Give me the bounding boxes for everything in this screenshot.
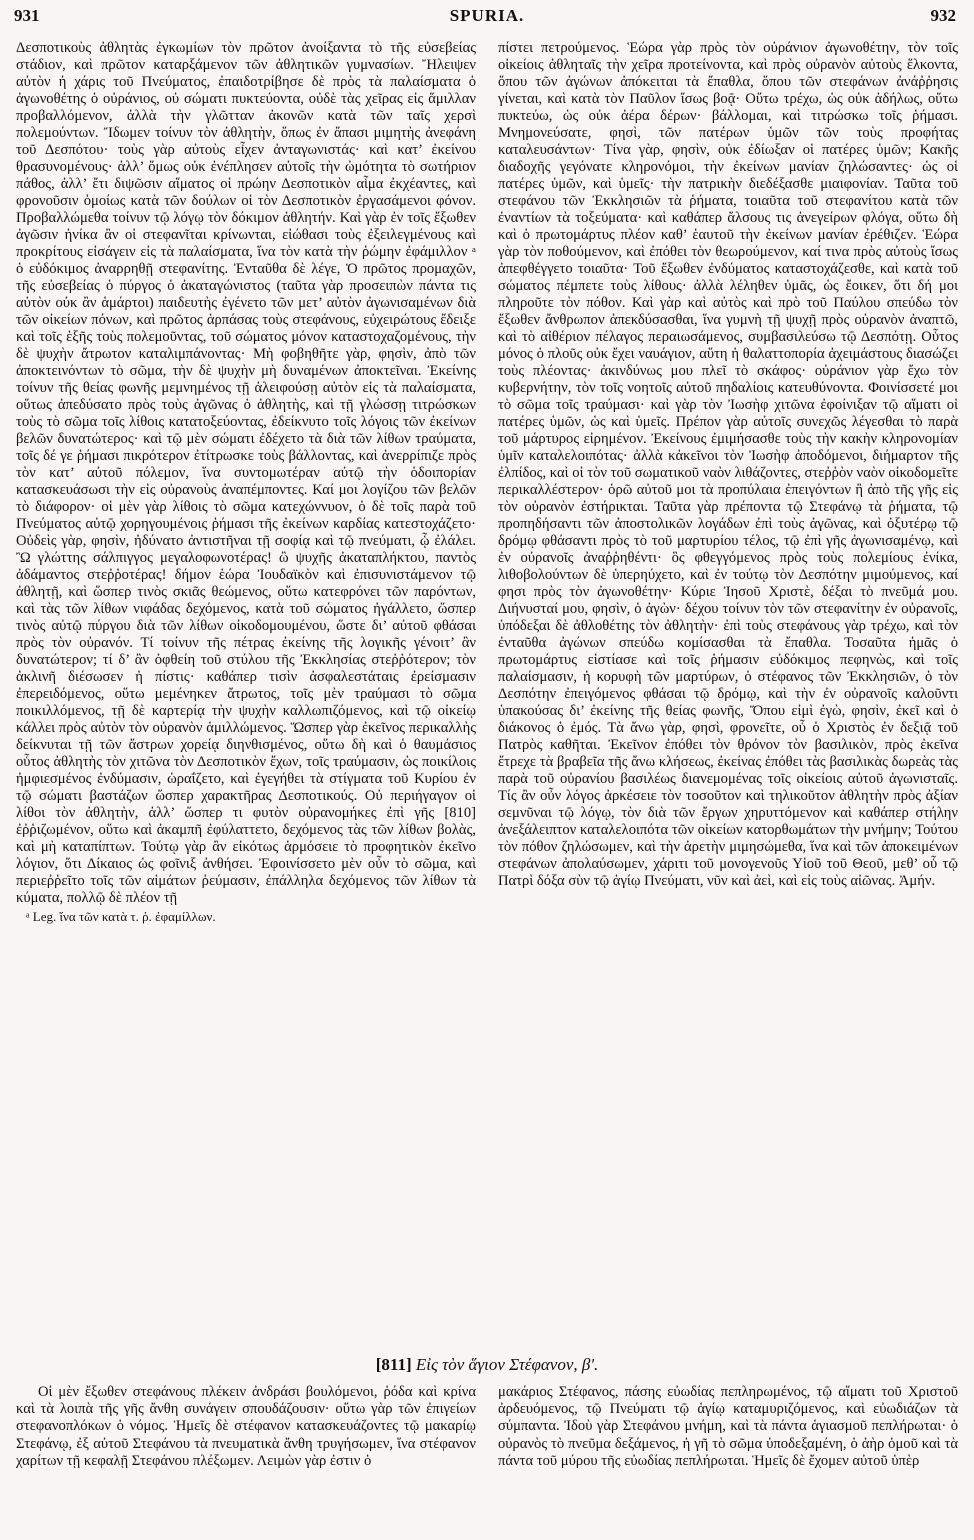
left-column-text: Δεσποτικοὺς ἀθλητὰς ἐγκωμίων τὸν πρῶτον ἀνοίξαντα τὸ τῆς εὐσεβείας στάδιον, καὶ πρῶτον καταρξάμενον τῶν ἀθλητικῶν γυμνασίων. Ἤλειψεν αὐτὸν ἡ χάρις τοῦ Πνεύματος, ἐπαιδοτρίβησε δὲ πρὸς τὰ παλαίσματα ὁ ἀγωνοθέτης ὁ οὐράνιος, οὐ σώματι πυκτεύοντα, οὐδὲ τὰς χεῖρας εἰς ἅμιλλαν προβαλλόμενον, ἀλλὰ τὴν γλῶτταν ἀκονῶν κατὰ τῶν ταῖς χερσὶ πολεμούντων. Ἴδωμεν τοίνυν τὸν ἀθλητὴν, ὅπως ἐν ἅπασι μιμητὴς ἀνεφάνη τοῦ Δεσπότου· τοὺς γὰρ αὐτοὺς εἶχεν ἀνταγωνιστάς· καὶ κατ’ ἐκείνου θρασυνομένους· ἀλλ’ ὅμως οὐκ ἐνέπλησεν αὐτοῖς τὴν ὠμότητα τὸ σωτήριον πάθος, ἀλλ’ ἔτι διψῶσιν αἵματος οἱ πρώην Δεσποτικὸν αἷμα ἐκχέαντες, καὶ φρονοῦσιν ὁμοίως κατὰ τῶν δούλων οἱ τὸν Δεσποτικὸν ἐργασάμενοι φόνον. Προβαλλώμεθα τοίνυν τῷ λόγῳ τὸν δόκιμον ἀθλητήν. Καὶ γὰρ ἐν τοῖς ἔξωθεν ἀγῶσιν ἡνίκα ἂν οἱ στεφανῖται κρίνωνται, εἰώθασι τοὺς ἐξειλεγμένους καὶ προκρίτους εἰσάγειν εἰς τὰ παλαίσματα, ἵνα τὸν κατὰ τὴν ῥώμην ἐφάμιλλον ᵃ ὁ εὐδόκιμος ἀναρρηθῇ στεφανίτης. Ἐνταῦθα δὲ λέγε, Ὁ πρῶτος προμαχῶν, τῆς εὐσεβείας ὁ πύργος ὁ ἀκαταγώνιστος (ταῦτα γὰρ προσειπὼν πάντα τις αὐτὸν οὐκ ἂν ἁμάρτοι) παιδευτὴς ἐγένετο τῶν μετ’ αὐτὸν ἀγωνισαμένων διὰ τῶν οἰκείων πόνων, καὶ πρῶτος ἁρπάσας τοὺς στεφάνους, εὐχειρώτους ἔδειξε καὶ τοῖς ἑξῆς τοὺς πολεμοῦντας, τοῦ σώματος μόνον καταστοχαζομένους, τὴν δὲ ψυχὴν ἄτρωτον καταλιμπάνοντας· Μὴ φοβηθῆτε γὰρ, φησὶν, ἀπὸ τῶν ἀποκτεινόντων τὸ σῶμα, τὴν δὲ ψυχὴν μὴ δυναμένων ἀποκτεῖναι. Ἐκείνης τοίνυν τῆς θείας φωνῆς μεμνημένος τῇ ἀλειφούσῃ αὐτὸν εἰς τὰ παλαίσματα, οὕτως ἀπεδύσατο πρὸς τοὺς ἀγῶνας ὁ ἀθλητὴς, καὶ τῇ γλώσσῃ τιτρώσκων τοὺς τὸ σῶμα τοῖς λίθοις κατατοξεύοντας, ἐδείκνυτο τοῖς λόγοις τῶν ἐκείνων βελῶν δυνατώτερος· καὶ τῷ μὲν σώματι ἐδέχετο τὰ διὰ τῶν λίθων τραύματα, τοῖς δέ γε ῥήμασι πικρότερον ἐτίτρωσκε τοὺς βάλλοντας, καὶ ἀνερρίπιζε πρὸς τὸν κατ’ αὐτοῦ πόλεμον, ἵνα συντομωτέραν αὐτῷ τὴν ὁδοιπορίαν κατασκευάσωσι τὴν εἰς οὐρανοὺς ἀναπέμποντες. Καί μοι λογίζου τῶν βελῶν τὸ διάφορον· οἱ μὲν γὰρ λίθοις τὸ σῶμα κατεχώννυον, ὁ δὲ τοῖς παρὰ τοῦ Πνεύματος αὐτῷ χορηγουμένοις ῥήμασι τῆς ἐκείνων καρδίας κατεστοχάζετο· Οὐδεὶς γὰρ, φησὶν, ἠδύνατο ἀντιστῆναι τῇ σοφίᾳ καὶ τῷ πνεύματι, ᾧ ἐλάλει. Ὢ γλώττης σάλπιγγος μεγαλοφωνοτέρας! ὢ ψυχῆς ἀκαταπλήκτου, παντὸς ἀδάμαντος στεῤῥοτέρας! δήμον ἑώρα Ἰουδαϊκὸν καὶ ἐπισυνιστάμενον τῷ ἀθλητῇ, καὶ ὥσπερ τινὸς σκιᾶς θεώμενος, οὕτω κατεφρόνει τῶν παρόντων, καὶ τὰς τῶν λίθων νιφάδας δεχόμενος, κατὰ τοῦ σώματος ἠγάλλετο, ὥσπερ τινὸς αὐτῷ πύργου διὰ τῶν λίθων οἰκοδομουμένου, ὥστε δι’ αὐτοῦ φθάσαι πρὸς τὸν οὐρανόν. Τί τοίνυν τῆς πέτρας ἐκείνης τῆς λογικῆς γένοιτ’ ἂν δυνατώτερον; τί δ’ ἂν ὀφθείη τοῦ στύλου τῆς Ἐκκλησίας στεῤῥότερον; τὸν ἀκλινῆ διέσωσεν ἡ πίστις· καθάπερ τισὶν ἀσφαλεστάταις ἐρείσμασιν ἐπερειδόμενος, οὕτω μεμένηκεν ἄτρωτος, τοῖς μὲν τραύμασι τὸ σῶμα ποικιλλόμενος, τῇ δὲ καρτερίᾳ τὴν ψυχὴν καλλωπιζόμενος, καὶ τῷ οἰκείῳ κάλλει πρὸς αὐτὸν τὸν οὐρανὸν ἁμιλλώμενος. Ὥσπερ γὰρ ἐκεῖνος περικαλλὴς δείκνυται τῇ τῶν ἄστρων χορείᾳ διηνθισμένος, οὕτω δὴ καὶ ὁ θαυμάσιος οὗτος ἀθλητὴς τὸν χιτῶνα τὸν Δεσποτικὸν ἔχων, τοῖς τραύμασιν, ὡς ποικίλοις ἠμφιεσμένος ἐνδύμασιν, ὡραΐζετο, καὶ ἐγεγήθει τὰ στίγματα τοῦ Κυρίου ἐν τῷ σώματι βαστάζων ὥσπερ χαρακτῆρας Δεσποτικούς. Οὐ περιήγαγον οἱ λίθοι τὸν ἀθλητὴν, ἀλλ’ ὥσπερ τι φυτὸν οὐρανομήκες ἐπὶ γῆς [810] ἐῤῥιζωμένον, οὕτω καὶ ἀκαμπῆ ἐφύλαττετο, δεχόμενος τὰς τῶν λίθων βολὰς, καὶ μὴ καταπίπτων. Τούτῳ γὰρ ἂν εἰκότως ἁρμόσειε τὸ προφητικὸν ἐκεῖνο λόγιον, ὅτι Δίκαιος ὡς φοῖνιξ ἀνθήσει. Ἐφοινίσσετο μὲν οὖν τὸ σῶμα, καὶ περιεῤῥεῖτο τοῖς τῶν αἱμάτων ῥεύμασιν, ἐπάλληλα δεχόμενος τῶν λίθων τὰ κύματα, πολλῷ δὲ πλέον τῇ [16,40,476,906]
running-title: SPURIA. [449,6,525,25]
page-number-right: 932 [930,6,956,25]
footnote: ᵃ Leg. ἵνα τῶν κατὰ τ. ῥ. ἐφαμίλλων. [26,909,216,924]
bottom-left-column: Οἱ μὲν ἔξωθεν στεφάνους πλέκειν ἀνδράσι βουλόμενοι, ῥόδα καὶ κρίνα καὶ τὰ λοιπὰ τῆς γῆς ἄνθη συνάγειν σπουδάζουσιν· οὕτω γὰρ τῶν ἐπιγείων στεφανοπλόκων ὁ νόμος. Ἡμεῖς δὲ στέφανον κατασκευάζοντες τῷ μακαρίῳ Στεφάνῳ, ἐξ αὐτοῦ Στεφάνου τὰ πνευματικὰ ἄνθη τρυγήσωμεν, ἵνα στέφανον χαρίτων τῇ κεφαλῇ Στεφάνου πλέξωμεν. Λειμὼν γὰρ ἐστιν ὁ [16,1384,476,1469]
section-title: Εἰς τὸν ἅγιον Στέφανον, β'. [415,1355,599,1374]
right-column-text: πίστει πετρούμενος. Ἑώρα γὰρ πρὸς τὸν οὐράνιον ἀγωνοθέτην, τὸν τοῖς οἰκείοις ἀθληταῖς τὴν χεῖρα προτείνοντα, καὶ πρὸς οὐρανὸν αὐτοὺς ἕλκοντα, ὅπου τῶν ἀγώνων ἀπόκειται τὰ ἔπαθλα, ὅπου τῶν στεφάνων ἀνάῤῥησις γίνεται, καὶ κατὰ τὸν Παῦλον ἴσως βοᾷ· Οὕτω τρέχω, ὡς οὐκ ἀδήλως, οὕτω πυκτεύω, ὡς οὐκ ἀέρα δέρων· βάλλομαι, καὶ τιτρώσκω τοῖς ῥήμασι. Μνημονεύσατε, φησὶ, τῶν πατέρων ὑμῶν τῶν τοὺς προφήτας καταλευσάντων· Τίνα γὰρ, φησὶν, οὐκ ἐδίωξαν οἱ πατέρες ὑμῶν; Κακῆς διαδοχῆς γεγόνατε κληρονόμοι, τὴν ἐκείνων μανίαν ζηλώσαντες· ὡς οἱ πατέρες ὑμῶν, καὶ ὑμεῖς· τὴν πατρικὴν διεδέξασθε μιαιφονίαν. Ταῦτα τοῦ στεφάνου τῶν Ἐκκλησιῶν τὰ ῥήματα, τοιαῦτα τοῦ στεφανίτου κατὰ τῶν ἐναντίων τὰ τοξεύματα· καὶ καθάπερ ἄλσους τις ἀνεγείρων φλόγα, οὕτω δὴ καὶ ὁ πρωτομάρτυς πλέον καθ’ ἑαυτοῦ τὴν ἐκείνων μανίαν ἐρέθιζεν. Ἑώρα γὰρ τὸν ποθούμενον, καὶ ἐπόθει τὸν θεωρούμενον, καί τινα πρὸς αὐτοὺς ἴσως ἀπεφθέγγετο τοιαῦτα· Τοῦ ἔξωθεν ἐνδύματος καταστοχάζεσθε, καὶ κατὰ τοῦ σώματος πέμπετε τοὺς λίθους· ἀλλὰ λέληθεν ὑμᾶς, ὡς ἔοικεν, ὅτι δή μοι πληροῦτε τὸν πόθον. Καὶ γὰρ καὶ αὐτὸς καὶ πρὸ τοῦ Παύλου σπεύδω τὸν ἔξωθεν ἄνθρωπον ἀπεκδύσασθαι, ἵνα γυμνὴ τῇ ψυχῇ πρὸς οὐρανὸν ἀναπτῶ, καὶ τὸ αἰθέριον πέλαγος περαιωσάμενος, συμβασιλεύσω τῷ Δεσπότῃ. Οὗτος μόνος ὁ πλοῦς οὐκ ἔχει ναυάγιον, αὕτη ἡ θαλαττοπορία ἀχειμάστους διασώζει τοὺς πλέοντας· ἀκινδύνως μου πλεῖ τὸ σκάφος· οὐράνιον γὰρ ἔχω τὸν κυβερνήτην, τὸν τοῖς νοητοῖς αὐτοῦ πηδαλίοις κατευθύνοντα. Φοινίσσετέ μοι τὸ σῶμα τοῖς τραύμασι· καὶ γὰρ τὸν Ἰωσὴφ χιτῶνα ἐφοίνιξαν τῷ αἵματι οἱ πατέρες ὑμῶν, ὡς καὶ ὑμεῖς. Πρέπον γὰρ αὐτοῖς συνεχῶς λέγεσθαι τὸ παρὰ τοῦ μάρτυρος εἰρημένον. Ἐκείνους ἐμιμήσασθε τοὺς τὴν κακὴν κληρονομίαν ὑμῖν καταλελοιπότας· ἀλλὰ κἀκεῖνοι τὸν Ἰωσὴφ ἀποδόμενοι, διήμαρτον τῆς ἐλπίδος, καὶ οἱ τὸν τοῦ σωματικοῦ ναὸν λιθάζοντες, στεῤῥὸν ναὸν οἰκοδομεῖτε περικαλλέστερον· ὁρῶ αὐτοῦ μοι τὰ προπύλαια ἐπειγόντων ἢ ἀπὸ τῆς γῆς εἰς τὸν οὐρανὸν ἐστήρικται. Ταῦτα γὰρ πρέποντα τῷ Στεφάνῳ τὰ ῥήματα, τῷ προπηδήσαντι τῶν ἀποστολικῶν λογάδων ἐπὶ τοὺς ἀγῶνας, καὶ ὀξυτέρῳ τῷ δρόμῳ φθάσαντι πρὸς τὸ τοῦ μαρτυρίου τέλος, τῷ ἐπὶ γῆς ἀγωνισαμένῳ, καὶ ἐν οὐρανοῖς ἀναῤῥηθέντι· ὃς φθεγγόμενος πρὸς τοὺς πολεμίους ἐνίκα, λιθοβολούντων δὲ ὑπερηύχετο, καὶ ἐν τούτῳ τὸν Δεσπότην μιμούμενος, καί φησι πρὸς τὸν ἀγωνοθέτην· Κύριε Ἰησοῦ Χριστὲ, δέξαι τὸ πνεῦμά μου. Διήνυσταί μου, φησὶν, ὁ ἀγὼν· δέχου τοίνυν τὸν τῶν στεφανίτην ἐν οὐρανοῖς, ὑπόδεξαι δὲ ἀθλοθέτης τὸν ἀθλητὴν· ἐπὶ τοὺς στεφάνους γὰρ τρέχω, καὶ τὸν ἐνταῦθα ἀγώνων σπεύδω κομίσασθαι τὰ ἔπαθλα. Τοσαῦτα ἡμᾶς ὁ πρωτομάρτυς εἱστίασε καὶ τοῖς ῥήμασιν εὐδόκιμος πεφηνὼς, καὶ τοῖς παλαίσμασιν, ἡ κορυφὴ τῶν μαρτύρων, ὁ στέφανος τῶν Ἐκκλησιῶν, ὁ τὸν Δεσπότην ἐπειγόμενος φθάσαι τῷ δρόμῳ, καὶ τὴν ἐν οὐρανοῖς καλοῦντι ὑπακούσας δι’ ἐκείνης τῆς θείας φωνῆς, Ὅπου εἰμὶ ἐγὼ, φησὶν, ἐκεῖ καὶ ὁ διάκονος ὁ ἐμός. Τὰ ἄνω γὰρ, φησὶ, φρονεῖτε, οὗ ὁ Χριστὸς ἐν δεξιᾷ τοῦ Πατρὸς καθῆται. Ἐκεῖνον ἐπόθει τὸν θρόνον τὸν βασιλικὸν, πρὸς ἐκεῖνα ἔτρεχε τὰ βραβεῖα τῆς ἄνω κλήσεως, ἐκείνας ἐπόθει τὰς βασιλικὰς δωρεὰς τὰς παρὰ τοῦ οὐρανίου βασιλέως διανεμομένας τοῖς οἰκείοις αὐτοῦ ἀγωνισταῖς. Τίς ἂν οὖν λόγος ἀρκέσειε τὸν τοσοῦτον καὶ τηλικοῦτον ἀθλητὴν πρὸς ἀξίαν σεμνῦναι τῷ λόγῳ, τὸν διὰ τῶν ἔργων χηρυττόμενον καὶ καθάπερ στήλην ἀνεξάλειπτον καταλελοιπότα τῶν οἰκείων κατορθωμάτων τὴν μνήμην; Τούτου τὸν πόθον ζηλώσωμεν, καὶ τὴν ἀρετὴν μιμησώμεθα, ἵνα καὶ τῶν ἀποκειμένων στεφάνων ἀπολαύσωμεν, χάριτι τοῦ μονογενοῦς Υἱοῦ τοῦ Θεοῦ, μεθ’ οὗ τῷ Πατρὶ δόξα σὺν τῷ ἁγίῳ Πνεύματι, νῦν καὶ ἀεὶ, καὶ εἰς τοὺς αἰῶνας. Ἀμήν. [498,40,958,889]
section-heading [0,1355,974,1375]
running-header [0,6,974,36]
page-number-left: 931 [14,6,40,25]
bottom-right-column: μακάριος Στέφανος, πάσης εὐωδίας πεπληρωμένος, τῷ αἵματι τοῦ Χριστοῦ ἀρδευόμενος, τῷ Πνεύματι τῷ ἁγίῳ καταμυριζόμενος, καὶ εὐωδιάζων τὰ σύμπαντα. Ἰδοὺ γὰρ Στεφάνου μνήμη, καὶ τὰ πάντα ἁγιασμοῦ πεπλήρωται· ὁ οὐρανὸς τὸ πνεῦμα δεξάμενος, ἡ γῆ τὸ σῶμα ὑποδεξαμένη, ὁ ἀὴρ ὁμοῦ καὶ τὰ πάντα τοῦ μύρου τῆς εὐωδίας πεπλήρωται. Ἡμεῖς δὲ ἔχομεν αὐτοῦ ὑπὲρ [498,1384,958,1469]
right-column [498,40,958,1310]
left-column [16,40,476,1310]
section-number: [811] [375,1355,412,1374]
